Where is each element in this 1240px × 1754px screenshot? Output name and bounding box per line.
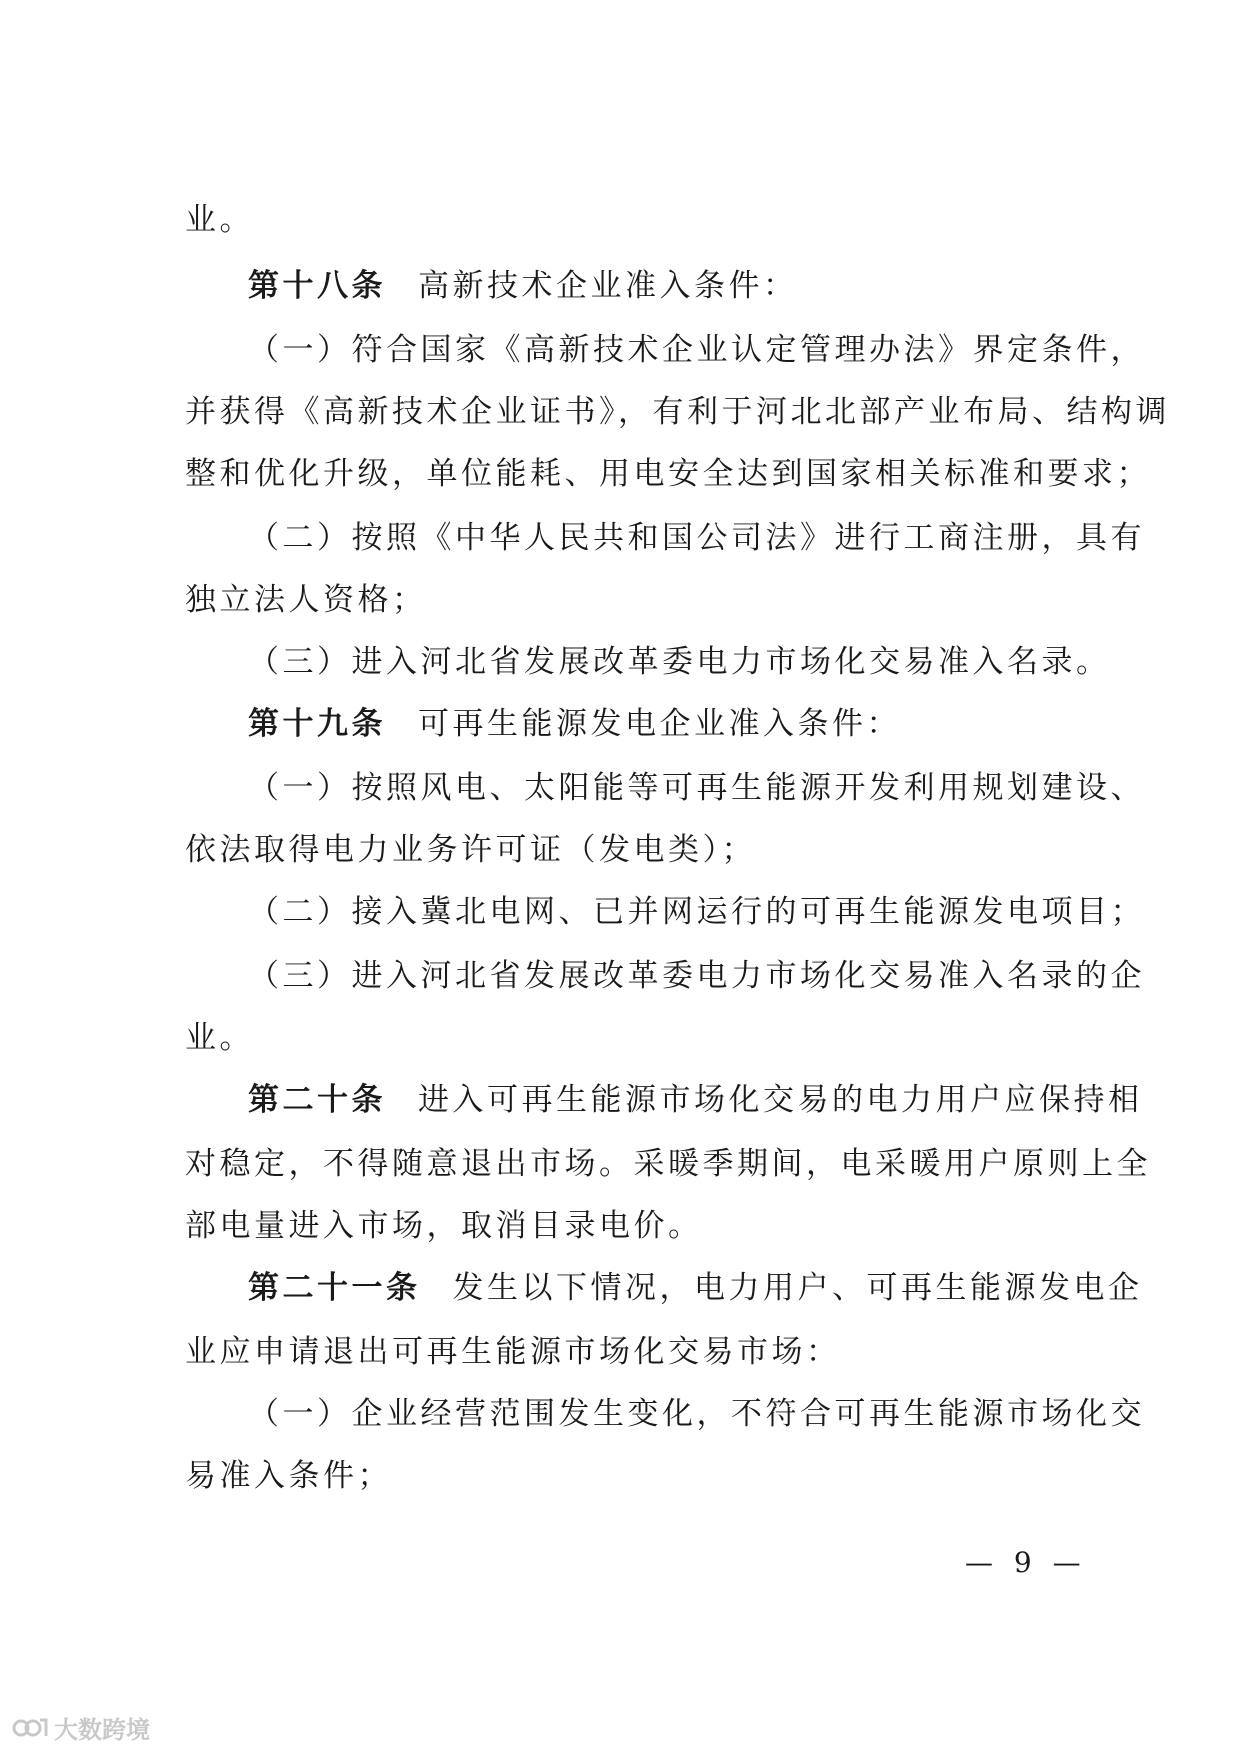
article-text: 高新技术企业准入条件： [418,268,798,304]
article-18 [248,266,798,306]
text-line: 独立法人资格； [185,582,427,618]
article-heading: 第二十一条 [248,1270,421,1306]
text-line: 对稳定，不得随意退出市场。采暖季期间，电采暖用户原则上全 [185,1146,1151,1182]
text-line: （一）企业经营范围发生变化，不符合可再生能源市场化交 [248,1396,1145,1432]
text-line: 业应申请退出可再生能源市场化交易市场： [185,1334,841,1370]
article-21 [248,1268,1143,1308]
watermark-text: 大数跨境 [54,1716,150,1744]
article-text: 可再生能源发电企业准入条件： [418,706,901,742]
page-number: — 9 — [965,1546,1087,1579]
article-text: 发生以下情况，电力用户、可再生能源发电企 [452,1270,1143,1306]
text-line: 业。 [185,1020,254,1056]
article-20 [248,1080,1143,1120]
article-heading: 第十八条 [248,268,386,304]
text-line: （三）进入河北省发展改革委电力市场化交易准入名录。 [248,644,1111,680]
watermark-logo-icon [12,1714,48,1742]
text-line: （一）按照风电、太阳能等可再生能源开发利用规划建设、 [248,770,1145,806]
text-line: （二）按照《中华人民共和国公司法》进行工商注册，具有 [248,520,1145,556]
text-line: （二）接入冀北电网、已并网运行的可再生能源发电项目； [248,894,1145,930]
text-line: 并获得《高新技术企业证书》，有利于河北北部产业布局、结构调 [185,394,1170,430]
text-line: 部电量进入市场，取消目录电价。 [185,1208,703,1244]
text-line: （一）符合国家《高新技术企业认定管理办法》界定条件， [248,332,1145,368]
text-line: （三）进入河北省发展改革委电力市场化交易准入名录的企 [248,958,1145,994]
text-line: 业。 [185,202,254,238]
text-line: 整和优化升级，单位能耗、用电安全达到国家相关标准和要求； [185,456,1151,492]
text-line: 易准入条件； [185,1458,392,1494]
watermark [12,1710,150,1745]
article-text: 进入可再生能源市场化交易的电力用户应保持相 [418,1082,1143,1118]
text-line: 依法取得电力业务许可证（发电类）； [185,832,756,868]
article-19 [248,704,901,744]
article-heading: 第二十条 [248,1082,386,1118]
article-heading: 第十九条 [248,706,386,742]
